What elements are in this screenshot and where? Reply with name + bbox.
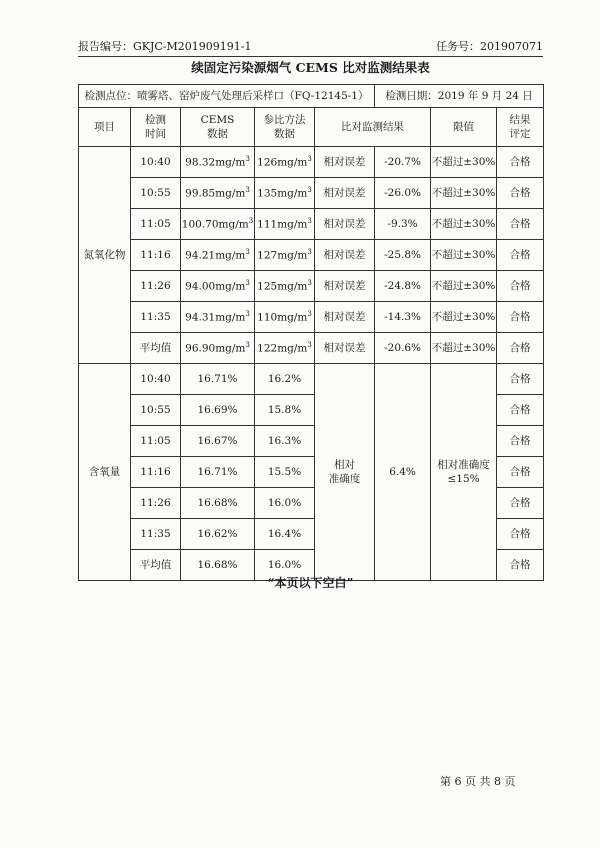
result-type-cell: 相对误差 <box>315 178 375 209</box>
cems-cell: 16.62% <box>181 519 255 550</box>
eval-cell: 合格 <box>497 302 544 333</box>
result-type-cell: 相对误差 <box>315 147 375 178</box>
eval-cell: 合格 <box>497 457 544 488</box>
limit-cell: 不超过±30% <box>431 178 497 209</box>
location-cell: 检测点位：喷雾塔、窑炉废气处理后采样口（FQ-12145-1） <box>79 85 375 108</box>
report-number: 报告编号：GKJC-M201909191-1 <box>78 40 252 53</box>
col-time: 检测 时间 <box>131 108 181 147</box>
time-cell: 10:40 <box>131 364 181 395</box>
result-value-cell: -25.8% <box>375 240 431 271</box>
limit-cell: 不超过±30% <box>431 333 497 364</box>
cems-cell: 16.68% <box>181 550 255 581</box>
ref-cell: 16.0% <box>255 488 315 519</box>
time-cell: 平均值 <box>131 333 181 364</box>
time-cell: 11:16 <box>131 240 181 271</box>
item-o2: 含氧量 <box>79 364 131 581</box>
cems-cell: $94.00mg/m^3$ <box>181 271 255 302</box>
result-value-cell: -20.6% <box>375 333 431 364</box>
cems-cell: 16.67% <box>181 426 255 457</box>
eval-cell: 合格 <box>497 271 544 302</box>
task-number: 任务号：201907071 <box>436 40 543 53</box>
cems-cell: $94.31mg/m^3$ <box>181 302 255 333</box>
header-row <box>79 108 544 147</box>
time-cell: 11:35 <box>131 302 181 333</box>
limit-cell: 不超过±30% <box>431 147 497 178</box>
cems-cell: $98.32mg/m^3$ <box>181 147 255 178</box>
col-result: 比对监测结果 <box>315 108 431 147</box>
time-cell: 11:26 <box>131 488 181 519</box>
result-value-cell: -24.8% <box>375 271 431 302</box>
ref-cell: $135mg/m^3$ <box>255 178 315 209</box>
ref-cell: $122mg/m^3$ <box>255 333 315 364</box>
cems-cell: $100.70mg/m^3$ <box>181 209 255 240</box>
table-row <box>79 302 544 333</box>
time-cell: 10:55 <box>131 395 181 426</box>
result-type-cell: 相对误差 <box>315 209 375 240</box>
time-cell: 平均值 <box>131 550 181 581</box>
result-type-cell: 相对误差 <box>315 240 375 271</box>
cems-cell: $96.90mg/m^3$ <box>181 333 255 364</box>
eval-cell: 合格 <box>497 209 544 240</box>
result-type-cell: 相对误差 <box>315 271 375 302</box>
eval-cell: 合格 <box>497 240 544 271</box>
col-cems: CEMS 数据 <box>181 108 255 147</box>
time-cell: 11:05 <box>131 209 181 240</box>
o2-result-value: 6.4% <box>375 364 431 581</box>
table-row <box>79 147 544 178</box>
ref-cell: 16.0% <box>255 550 315 581</box>
time-cell: 11:26 <box>131 271 181 302</box>
cems-cell: $99.85mg/m^3$ <box>181 178 255 209</box>
eval-cell: 合格 <box>497 364 544 395</box>
table-row <box>79 271 544 302</box>
eval-cell: 合格 <box>497 519 544 550</box>
col-eval: 结果 评定 <box>497 108 544 147</box>
page-title: 续固定污染源烟气 CEMS 比对监测结果表 <box>191 60 430 75</box>
col-item: 项目 <box>79 108 131 147</box>
limit-cell: 不超过±30% <box>431 302 497 333</box>
eval-cell: 合格 <box>497 488 544 519</box>
o2-result-type: 相对 准确度 <box>315 364 375 581</box>
eval-cell: 合格 <box>497 147 544 178</box>
results-table <box>78 84 544 581</box>
cems-cell: 16.68% <box>181 488 255 519</box>
ref-cell: $111mg/m^3$ <box>255 209 315 240</box>
limit-cell: 不超过±30% <box>431 240 497 271</box>
ref-cell: 15.8% <box>255 395 315 426</box>
ref-cell: $110mg/m^3$ <box>255 302 315 333</box>
ref-cell: 16.2% <box>255 364 315 395</box>
result-type-cell: 相对误差 <box>315 333 375 364</box>
result-value-cell: -26.0% <box>375 178 431 209</box>
time-cell: 10:55 <box>131 178 181 209</box>
cems-cell: $94.21mg/m^3$ <box>181 240 255 271</box>
ref-cell: 16.4% <box>255 519 315 550</box>
result-value-cell: -9.3% <box>375 209 431 240</box>
info-row <box>79 85 544 108</box>
page-number: 第 6 页 共 8 页 <box>440 775 516 788</box>
eval-cell: 合格 <box>497 333 544 364</box>
result-value-cell: -20.7% <box>375 147 431 178</box>
blank-notice: “本页以下空白” <box>267 576 354 590</box>
ref-cell: 15.5% <box>255 457 315 488</box>
eval-cell: 合格 <box>497 395 544 426</box>
table-row <box>79 209 544 240</box>
eval-cell: 合格 <box>497 550 544 581</box>
date-cell: 检测日期：2019 年 9 月 24 日 <box>375 85 544 108</box>
table-row <box>79 364 544 395</box>
eval-cell: 合格 <box>497 178 544 209</box>
ref-cell: 16.3% <box>255 426 315 457</box>
result-value-cell: -14.3% <box>375 302 431 333</box>
ref-cell: $127mg/m^3$ <box>255 240 315 271</box>
limit-cell: 不超过±30% <box>431 271 497 302</box>
limit-cell: 不超过±30% <box>431 209 497 240</box>
eval-cell: 合格 <box>497 426 544 457</box>
item-nox: 氮氧化物 <box>79 147 131 364</box>
cems-cell: 16.69% <box>181 395 255 426</box>
time-cell: 11:35 <box>131 519 181 550</box>
time-cell: 11:16 <box>131 457 181 488</box>
o2-limit: 相对准确度 ≤15% <box>431 364 497 581</box>
col-ref: 参比方法 数据 <box>255 108 315 147</box>
time-cell: 10:40 <box>131 147 181 178</box>
table-row <box>79 333 544 364</box>
time-cell: 11:05 <box>131 426 181 457</box>
table-row <box>79 240 544 271</box>
cems-cell: 16.71% <box>181 457 255 488</box>
col-limit: 限值 <box>431 108 497 147</box>
cems-cell: 16.71% <box>181 364 255 395</box>
ref-cell: $126mg/m^3$ <box>255 147 315 178</box>
document-header <box>78 38 543 57</box>
table-row <box>79 178 544 209</box>
result-type-cell: 相对误差 <box>315 302 375 333</box>
ref-cell: $125mg/m^3$ <box>255 271 315 302</box>
